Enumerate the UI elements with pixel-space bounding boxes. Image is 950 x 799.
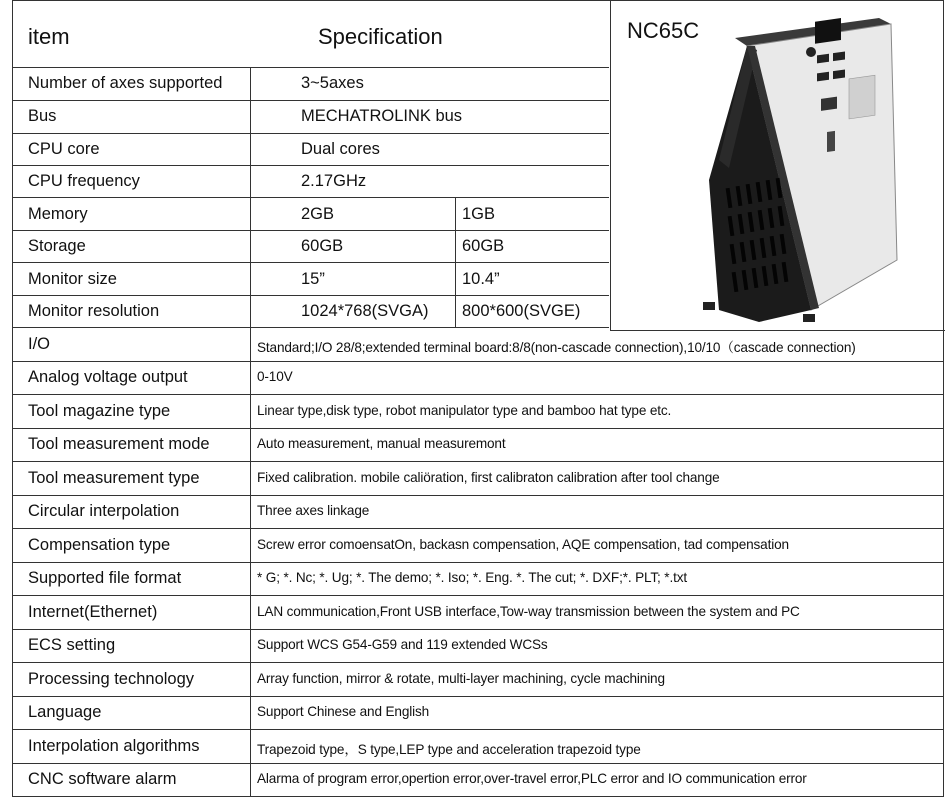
row-value: Fixed calibration. mobile caliöration, first calibraton calibration after tool change: [257, 469, 720, 485]
row-label: Bus: [28, 107, 57, 125]
model-name: NC65C: [627, 18, 700, 43]
row-value: 15”: [301, 269, 325, 288]
row-value: 2.17GHz: [301, 172, 367, 190]
row-value: 60GB: [301, 237, 344, 255]
row-label: CPU frequency: [28, 172, 140, 190]
row-value: 0-10V: [257, 369, 293, 385]
row-value: Support Chinese and English: [257, 704, 430, 720]
row-value: Auto measurement, manual measuremont: [257, 436, 506, 452]
row-label: Tool measurement mode: [28, 435, 210, 454]
row-value: Support WCS G54-G59 and 119 extended WCSs: [257, 637, 548, 653]
row-value-alt: 800*600(SVGE): [462, 302, 581, 320]
row-value: Linear type,disk type, robot manipulator type and bamboo hat type etc.: [257, 402, 672, 418]
table-border: [12, 0, 944, 797]
row-value-alt: 10.4”: [462, 269, 500, 288]
row-label: Tool measurement type: [28, 468, 200, 487]
row-value-alt: 60GB: [462, 237, 505, 255]
row-value: MECHATROLINK bus: [301, 107, 463, 125]
row-value: Screw error comoensatOn, backasn compensation, AQE compensation, tad compensation: [257, 536, 789, 552]
row-label: Compensation type: [28, 535, 171, 554]
row-value: 2GB: [301, 204, 335, 223]
row-value: * G; *. Nc; *. Ug; *. The demo; *. Iso; *. Eng. *. The cut; *. DXF;*. PLT; *.txt: [257, 570, 687, 586]
row-label: CNC software alarm: [28, 770, 177, 789]
row-value: Standard;I/O 28/8;extended terminal board:8/8(non-cascade connection),10/10（cascade connection): [257, 339, 856, 355]
row-value: Trapezoid type，S type,LEP type and acceleration trapezoid type: [257, 741, 641, 757]
row-value: Alarma of program error,opertion error,over-travel error,PLC error and IO communication error: [257, 771, 807, 787]
row-label: Monitor resolution: [28, 302, 160, 320]
row-value: 3~5axes: [301, 73, 364, 92]
row-label: Number of axes supported: [28, 73, 223, 92]
row-value: 1024*768(SVGA): [301, 302, 429, 320]
row-value-alt: 1GB: [462, 204, 496, 223]
header-specification: Specification: [318, 24, 443, 49]
row-label: CPU core: [28, 139, 100, 158]
row-label: Processing technology: [28, 669, 195, 688]
row-label: I/O: [28, 334, 51, 353]
row-label: Memory: [28, 204, 88, 223]
row-label: Circular interpolation: [28, 502, 180, 521]
row-label: Internet(Ethernet): [28, 602, 158, 621]
row-label: Interpolation algorithms: [28, 736, 200, 755]
header-item: item: [28, 24, 70, 49]
row-label: Storage: [28, 237, 86, 255]
row-value: Three axes linkage: [257, 503, 370, 519]
row-label: Language: [28, 703, 102, 722]
row-label: Tool magazine type: [28, 401, 171, 420]
row-value: Array function, mirror & rotate, multi-layer machining, cycle machining: [257, 670, 665, 686]
row-label: Supported file format: [28, 569, 182, 588]
row-label: Analog voltage output: [28, 368, 188, 387]
row-value: LAN communication,Front USB interface,Tow-way transmission between the system and PC: [257, 603, 800, 619]
row-label: Monitor size: [28, 269, 117, 288]
spec-table: [12, 0, 944, 797]
row-value: Dual cores: [301, 139, 380, 158]
row-label: ECS setting: [28, 636, 116, 655]
